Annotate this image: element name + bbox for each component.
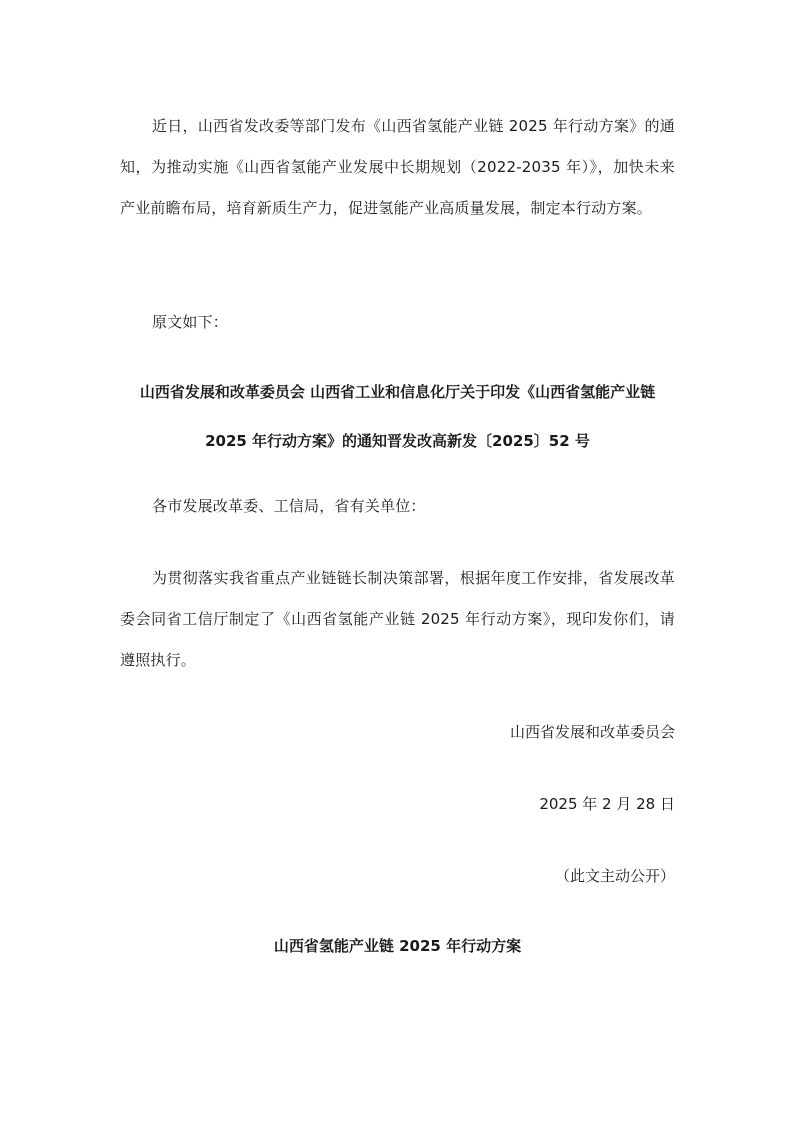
addressee: 各市发展改革委、工信局，省有关单位：: [152, 497, 426, 515]
signature-date: 2025 年 2 月 28 日: [539, 795, 675, 813]
notice-title: 山西省发展和改革委员会 山西省工业和信息化厅关于印发《山西省氢能产业链 2025 年行动方案》的通知晋发改高新发〔2025〕52 号: [139, 383, 656, 450]
original-text-label: 原文如下：: [152, 313, 229, 331]
disclosure-note: （此文主动公开）: [554, 867, 675, 885]
plan-title: 山西省氢能产业链 2025 年行动方案: [273, 937, 522, 955]
body-paragraph: 为贯彻落实我省重点产业链链长制决策部署，根据年度工作安排，省发展改革委会同省工信厅制定了《山西省氢能产业链 2025 年行动方案》，现印发你们，请遵照执行。: [120, 569, 675, 669]
signature-org: 山西省发展和改革委员会: [509, 723, 675, 741]
intro-paragraph: 近日，山西省发改委等部门发布《山西省氢能产业链 2025 年行动方案》的通知，为推动实施《山西省氢能产业发展中长期规划（2022-2035 年）》，加快未来产业前瞻布局，培育新质生产力，促进氢能产业高质量发展，制定本行动方案。: [120, 117, 675, 217]
